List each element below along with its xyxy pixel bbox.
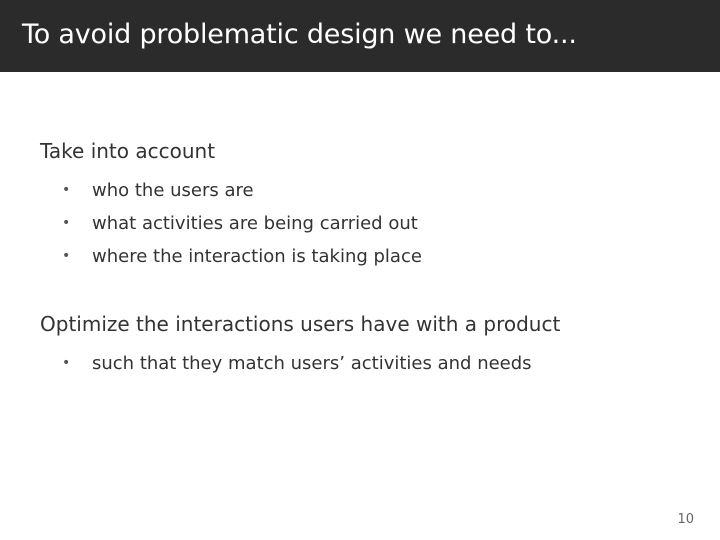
slide-title: To avoid problematic design we need to... <box>22 19 577 50</box>
bullet-icon: • <box>62 355 71 371</box>
section-heading-optimize-interactions: Optimize the interactions users have with a product <box>40 312 561 336</box>
bullet-text: where the interaction is taking place <box>92 246 422 267</box>
bullet-item <box>62 207 422 240</box>
bullet-icon: • <box>62 248 71 264</box>
bullet-icon: • <box>62 182 71 198</box>
bullet-item <box>62 347 532 380</box>
slide-title-bar <box>0 0 720 72</box>
section-heading-take-into-account: Take into account <box>40 139 216 163</box>
bullet-text: what activities are being carried out <box>92 213 418 234</box>
bullet-text: such that they match users’ activities and needs <box>92 353 532 374</box>
page-number: 10 <box>677 512 694 527</box>
bullet-text: who the users are <box>92 180 254 201</box>
bullet-item <box>62 174 422 207</box>
bullet-list-optimize-interactions <box>62 347 532 380</box>
bullet-list-take-into-account <box>62 174 422 273</box>
bullet-icon: • <box>62 215 71 231</box>
bullet-item <box>62 240 422 273</box>
